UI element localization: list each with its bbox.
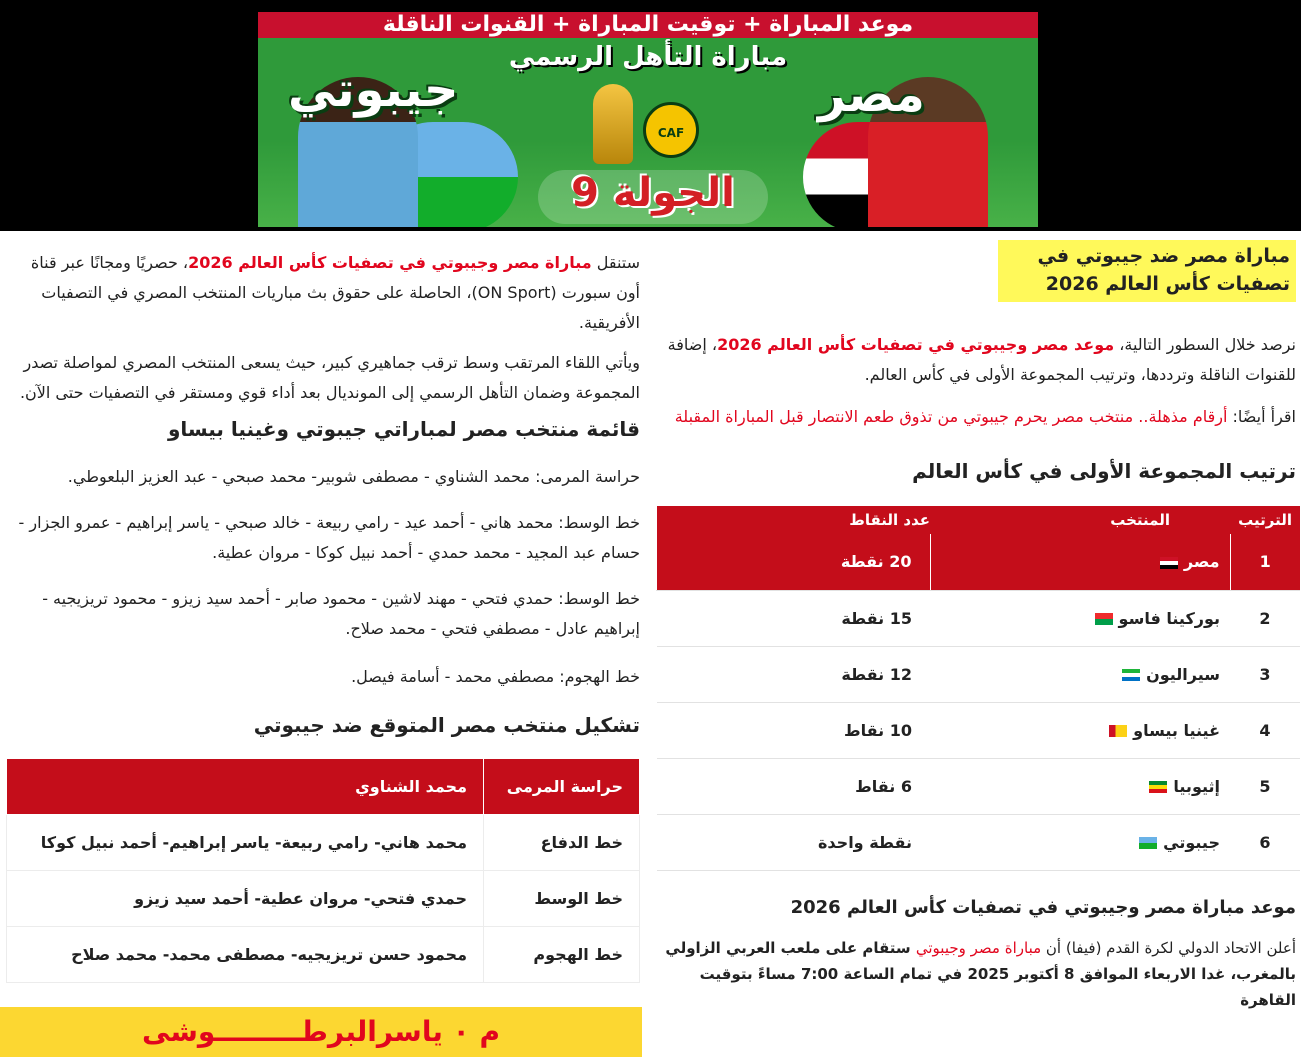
- match-link[interactable]: مباراة مصر وجيبوتي: [915, 938, 1042, 957]
- guinea-bissau-flag-icon: [1109, 725, 1127, 737]
- lineup-table: [6, 758, 640, 983]
- squad-forwards: خط الهجوم: مصطفي محمد - أسامة فيصل.: [351, 667, 640, 686]
- banner-round: الجولة 9: [538, 170, 768, 224]
- position-cell: خط الهجوم: [484, 927, 640, 983]
- table-row: [7, 871, 640, 927]
- lineup-heading: تشكيل منتخب مصر المتوقع ضد جيبوتي: [253, 713, 640, 737]
- match-date-heading: موعد مباراة مصر وجيبوتي في تصفيات كأس العالم 2026: [790, 896, 1296, 918]
- sierra-leone-flag-icon: [1122, 669, 1140, 681]
- rank-cell: 4: [1230, 702, 1300, 758]
- team-name: إثيوبيا: [1173, 776, 1220, 796]
- standings-header-row: [657, 506, 1301, 534]
- header-rank: الترتيب: [1230, 506, 1300, 534]
- channel-text-end: ، حصريًا ومجانًا عبر قناة أون سبورت (ON Sport)، الحاصلة على حقوق بث مباريات المنتخب المصري في التصفيات الأفريقية.: [30, 253, 640, 332]
- players-cell: محمود حسن تريزيجيه- مصطفى محمد- محمد صلاح: [7, 927, 484, 983]
- table-row: [657, 702, 1301, 758]
- context-paragraph: ويأتي اللقاء المرتقب وسط ترقب جماهيري كبير، حيث يسعى المنتخب المصري لمواصلة تصدر المجموعة وضمان التأهل الرسمي إلى المونديال بعد أداء قوي ومستقر في التصفيات حتى الآن.: [19, 353, 640, 402]
- points-cell: 20 نقطة: [657, 534, 931, 590]
- rank-cell: 2: [1230, 590, 1300, 646]
- rank-cell: 1: [1230, 534, 1300, 590]
- table-row: [657, 814, 1301, 870]
- rank-cell: 5: [1230, 758, 1300, 814]
- team-cell: [930, 534, 1230, 590]
- squad-heading: قائمة منتخب مصر لمباراتي جيبوتي وغينيا بيساو: [167, 417, 640, 441]
- team-cell: [930, 758, 1230, 814]
- players-cell: حمدي فتحي- مروان عطية- أحمد سيد زيزو: [7, 871, 484, 927]
- channel-link[interactable]: مباراة مصر وجيبوتي في تصفيات كأس العالم 2026: [188, 253, 592, 272]
- rank-cell: 3: [1230, 646, 1300, 702]
- left-column: [4, 240, 640, 983]
- table-row: [7, 815, 640, 871]
- right-column: [656, 240, 1296, 1013]
- table-row: [657, 534, 1301, 590]
- ethiopia-flag-icon: [1149, 781, 1167, 793]
- team-name: غينيا بيساو: [1133, 720, 1220, 740]
- match-banner-image: [258, 12, 1038, 227]
- read-also-label: اقرأ أيضًا:: [1227, 407, 1296, 426]
- burkina-flag-icon: [1095, 613, 1113, 625]
- table-row: [657, 590, 1301, 646]
- header-points: عدد النقاط: [657, 506, 931, 534]
- team-cell: [930, 814, 1230, 870]
- players-cell: محمد الشناوي: [7, 759, 484, 815]
- team-name: سيراليون: [1146, 664, 1220, 684]
- intro-text-end: ، إضافة للقنوات الناقلة وترددها، وترتيب المجموعة الأولى في كأس العالم.: [667, 335, 1296, 384]
- author-signature: م ٠ ياسرالبرطـــــــــوشى: [0, 1007, 642, 1057]
- read-also-paragraph: [656, 402, 1296, 432]
- team-name: مصر: [1183, 552, 1220, 572]
- djibouti-flag-icon: [1139, 837, 1157, 849]
- caf-logo: CAF: [643, 102, 699, 158]
- table-row: [7, 759, 640, 815]
- squad-goalkeepers: حراسة المرمى: محمد الشناوي - مصطفى شوبير- محمد صبحي - عبد العزيز البلعوطي.: [67, 467, 640, 486]
- article-title: مباراة مصر ضد جيبوتي في تصفيات كأس العالم 2026: [998, 240, 1296, 302]
- standings-heading: ترتيب المجموعة الأولى في كأس العالم: [912, 459, 1296, 483]
- channel-text-start: ستنقل: [591, 253, 640, 272]
- points-cell: 12 نقطة: [657, 646, 931, 702]
- date-text-end: ستقام على ملعب العربي الزاولي بالمغرب، غدا الاربعاء الموافق 8 أكتوبر 2025 في تمام الساعة 7:00 مساءً بتوقيت القاهرة: [665, 938, 1296, 1009]
- team-cell: [930, 590, 1230, 646]
- team-cell: [930, 646, 1230, 702]
- points-cell: نقطة واحدة: [657, 814, 931, 870]
- table-row: [7, 927, 640, 983]
- points-cell: 10 نقاط: [657, 702, 931, 758]
- world-cup-trophy-icon: [593, 84, 633, 164]
- squad-midfielders: خط الوسط: حمدي فتحي - مهند لاشين - محمود صابر - أحمد سيد زيزو - محمود تريزيجيه - إبراهيم عادل - مصطفي فتحي - محمد صلاح.: [42, 589, 640, 638]
- players-cell: محمد هاني- رامي ربيعة- ياسر إبراهيم- أحمد نبيل كوكا: [7, 815, 484, 871]
- banner-team-right: مصر: [818, 67, 925, 123]
- intro-paragraph: [656, 330, 1296, 390]
- banner-subtitle: مباراة التأهل الرسمي: [508, 42, 788, 72]
- squad-defenders: خط الوسط: محمد هاني - أحمد عيد - رامي ربيعة - خالد صبحي - ياسر إبراهيم - عمرو الجزار - حسام عبد المجيد - محمد حمدي - أحمد نبيل كوكا - مروان عطية.: [18, 513, 640, 562]
- rank-cell: 6: [1230, 814, 1300, 870]
- date-text-start: أعلن الاتحاد الدولي لكرة القدم (فيفا) أن: [1041, 938, 1296, 957]
- match-date-paragraph: [656, 935, 1296, 1013]
- position-cell: حراسة المرمى: [484, 759, 640, 815]
- points-cell: 15 نقطة: [657, 590, 931, 646]
- table-row: [657, 646, 1301, 702]
- intro-text-start: نرصد خلال السطور التالية،: [1114, 335, 1296, 354]
- points-cell: 6 نقاط: [657, 758, 931, 814]
- intro-link[interactable]: موعد مصر وجيبوتي في تصفيات كأس العالم 2026: [717, 335, 1115, 354]
- position-cell: خط الوسط: [484, 871, 640, 927]
- header-team: المنتخب: [930, 506, 1230, 534]
- channel-paragraph: [4, 248, 640, 338]
- table-row: [657, 758, 1301, 814]
- position-cell: خط الدفاع: [484, 815, 640, 871]
- egypt-flag-icon: [1160, 557, 1178, 569]
- standings-table: [656, 506, 1300, 871]
- team-name: جيبوتي: [1163, 832, 1220, 852]
- team-cell: [930, 702, 1230, 758]
- banner-team-left: جيبوتي: [288, 62, 459, 118]
- team-name: بوركينا فاسو: [1118, 608, 1220, 628]
- banner-top-line: موعد المباراة + توقيت المباراة + القنوات الناقلة: [258, 12, 1038, 38]
- read-also-link[interactable]: أرقام مذهلة.. منتخب مصر يحرم جيبوتي من تذوق طعم الانتصار قبل المباراة المقبلة: [674, 407, 1228, 426]
